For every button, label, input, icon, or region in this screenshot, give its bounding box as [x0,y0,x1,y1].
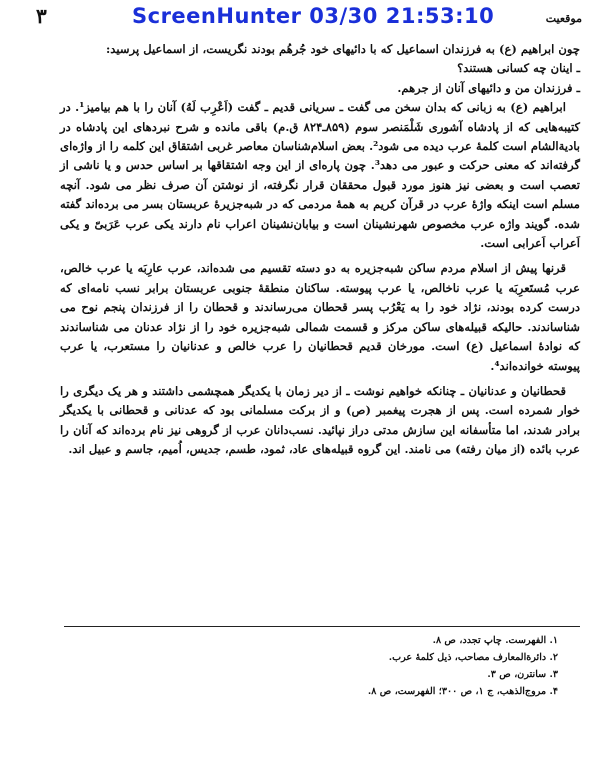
paragraph-5: قرنها پیش از اسلام مردم ساکن شبه‌جزیره به دو دسته تقسیم می شده‌اند، عرب عارِبَه یا عرب خالص، عرب مُستَعرِبَه یا عرب ناخالص، یا عرب پیوسته. ساکنان منطقهٔ جنوبی عربستان برابر نسب نامه‌ای که درست کرده بودند، نژاد خود را به یَعْرُب پسر قحطان می‌رساندند و قحطان را از فرزندان پنجم نوح می شناساندند. حالیکه قبیله‌های ساکن مرکز و قسمت شمالی شبه‌جزیره خود را از نژاد عدنان می شناساندند که نوادهٔ اسماعیل (ع) است. مورخان قدیم قحطانیان را عرب خالص و عدنانیان را مستعرب، یا عرب پیوسته خوانده‌اند⁴. [60,261,580,373]
footnote-1: ١. الفهرست. چاپ تجدد، ص ٨. [432,635,558,646]
footnote-2: ٢. دائرة‌المعارف مصاحب، ذیل کلمهٔ عرب. [388,652,558,663]
running-head: موقعیت [545,12,582,25]
footnote-divider [64,626,580,627]
footnote-4: ۴. مروج‌الذهب، ج ١، ص ٣٠٠؛ الفهرست، ص ٨. [367,686,558,697]
paragraph-3-answer: ـ فرزندان من و دائیهای آنان از جرهم. [397,80,580,95]
footnote-3: ٣. سانترن، ص ٣. [487,669,558,680]
body-text [60,40,580,460]
screenhunter-watermark: ScreenHunter 03/30 21:53:10 [132,4,495,28]
footnotes [60,632,558,700]
paragraph-4: ابراهیم (ع) به زبانی که بدان سخن می گفت ـ سریانی قدیم ـ گفت (اَعْرِب لَهُ) آنان را با هم بیامیز¹. در کتیبه‌هایی که از پادشاه آشوری شَلْمَنصر سوم (۸۵۹ـ۸۲۴ ق.م) باقی مانده و شرح نبردهای این پادشاه در بادیة‌الشام است کلمهٔ عرب دیده می شود². بعض اسلام‌شناسان معاصر غربی اشتقاق این کلمه را از واژه‌ای گرفته‌اند که معنی حرکت و عبور می دهد³. چون پاره‌ای از این وجه اشتقاقها بر اساس حدس و یا ناشی از تعصب است و بعضی نیز هنوز مورد قبول محققان قرار نگرفته، از نوشتن آن صرف نظر می شود. آنچه مسلم است اینکه واژهٔ عرب در قرآن کریم به همهٔ مردمی که در شبه‌جزیرهٔ عربستان بسر می برده‌اند گفته شده. گویند واژه عرب مخصوص شهرنشینان است و بیابان‌نشینان اعراب نام دارند یکی عرب عَرَبیّ و یکی اَعراب اَعرابی است. [60,100,581,251]
paragraph-2-question: ـ اینان چه کسانی هستند؟ [457,61,580,76]
paragraph-1: چون ابراهیم (ع) به فرزندان اسماعیل که با دائیهای خود جُرهُم بودند نگریست، از اسماعیل پرسید: [106,42,580,56]
paragraph-6: قحطانیان و عدنانیان ـ چنانکه خواهیم نوشت ـ از دیر زمان با یکدیگر همچشمی داشتند و هر یک دیگری را خوار شمرده است. پس از هجرت پیغمبر (ص) و از برکت مسلمانی بود که عدنانی و قحطانی با یکدیگر برادر شدند، اما متأسفانه این سازش مدتی دراز نپائید. نسب‌دانان عرب از گروهی نیز نام برده‌اند که آنان را عرب بائده (از میان رفته) می نامند. این گروه قبیله‌های عاد، ثمود، طسم، جدیس، اُمیم، جاسم و عبیل اند. [60,383,580,457]
page-number: ٣ [36,4,47,28]
